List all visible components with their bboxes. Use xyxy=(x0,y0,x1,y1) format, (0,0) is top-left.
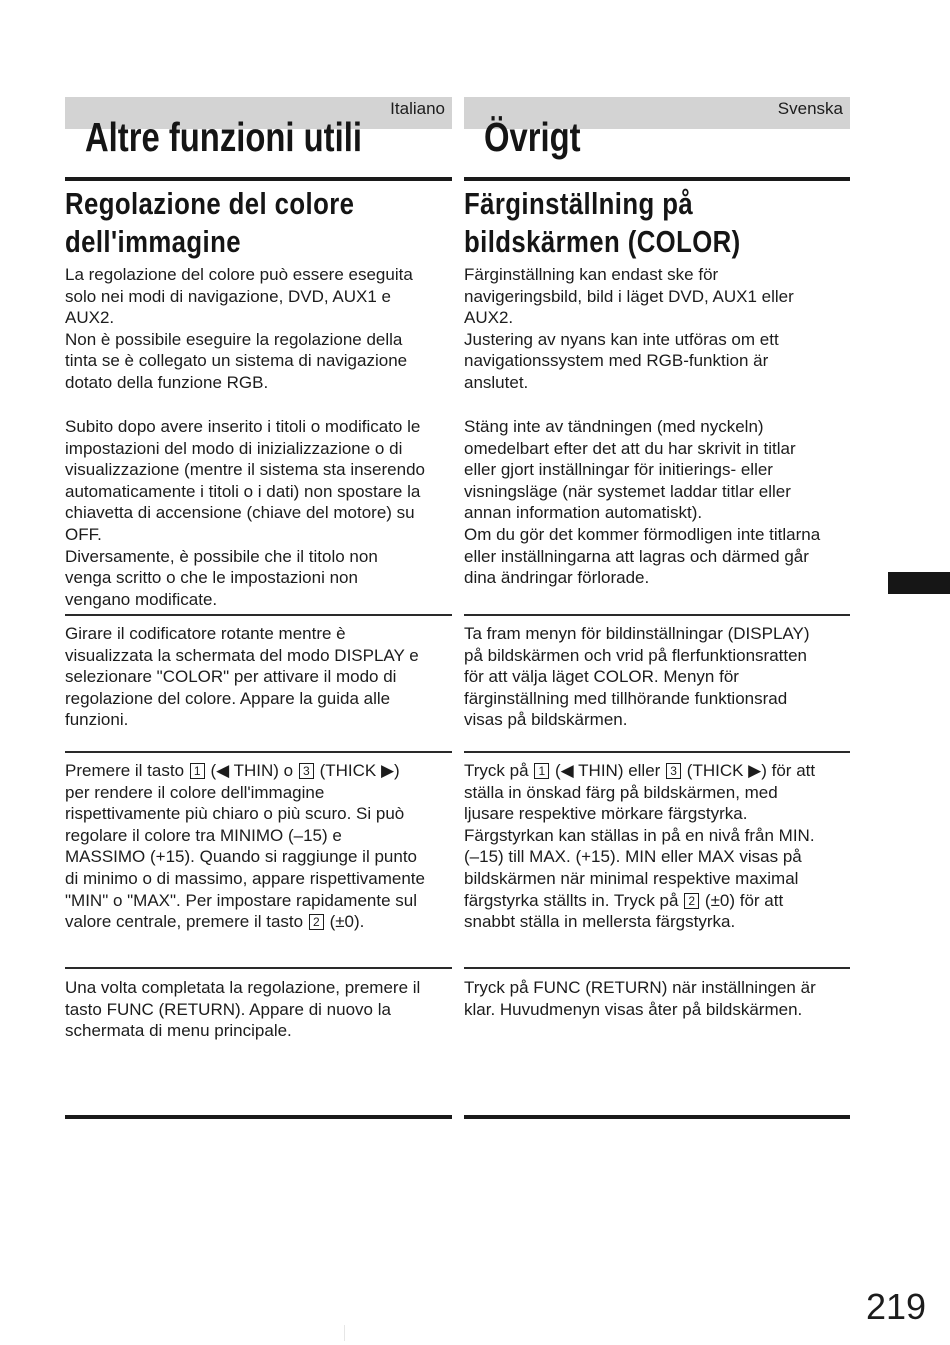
text-line: La regolazione del colore può essere eseguita xyxy=(65,265,413,284)
text-line: visas på bildskärmen. xyxy=(464,710,628,730)
step-divider xyxy=(65,614,452,616)
key-1-icon: 1 xyxy=(534,763,549,779)
text-line: rispettivamente più chiaro o più scuro. Si può xyxy=(65,804,405,824)
text-line: di minimo o di massimo, appare rispettivamente xyxy=(65,868,425,888)
section-title xyxy=(65,185,455,261)
text-line: schermata di menu principale. xyxy=(65,1021,292,1041)
text-line: (–15) till MAX. (+15). MIN eller MAX visas på xyxy=(464,847,802,867)
text-line: tinta se è collegato un sistema di navigazione xyxy=(65,351,408,371)
text-line xyxy=(464,890,856,912)
text-line: regolare il colore tra MINIMO (–15) e xyxy=(65,825,342,845)
text-line: solo nei modi di navigazione, DVD, AUX1 e xyxy=(65,286,392,306)
caution-paragraph xyxy=(464,416,856,589)
section-title-line: bildskärmen (COLOR) xyxy=(464,224,741,259)
text-fragment: (THICK ▶) för att xyxy=(682,761,816,780)
step-3-paragraph xyxy=(65,977,457,1042)
text-line: regolazione del colore. Appare la guida alle xyxy=(65,688,391,708)
text-line xyxy=(464,760,856,782)
section-divider xyxy=(464,177,850,181)
text-line: dina ändringar förlorade. xyxy=(464,568,650,588)
text-line: Ta fram menyn för bildinställningar (DISPLAY) xyxy=(464,624,810,643)
section-title xyxy=(464,185,854,261)
text-line: Färgstyrkan kan ställas in på en nivå från MIN. xyxy=(464,825,815,845)
text-line xyxy=(65,911,457,933)
text-line: Subito dopo avere inserito i titoli o modificato le xyxy=(65,417,421,436)
page-number: 219 xyxy=(866,1286,927,1327)
step-divider xyxy=(464,614,850,616)
text-line: visualizzata la schermata del modo DISPLAY e xyxy=(65,645,419,665)
text-line: AUX2. xyxy=(65,308,115,328)
text-fragment: (◀ THIN) o xyxy=(205,761,298,780)
step-2-paragraph xyxy=(65,760,457,933)
section-title-line: dell'immagine xyxy=(65,224,241,259)
text-line: venga scritto o che le impostazioni non xyxy=(65,568,358,588)
text-line: tasto FUNC (RETURN). Appare di nuovo la xyxy=(65,999,391,1019)
section-end-rule xyxy=(65,1115,452,1119)
step-1-paragraph xyxy=(65,623,457,731)
text-line: på bildskärmen och vrid på flerfunktionsratten xyxy=(464,645,808,665)
text-line: ljusare respektive mörkare färgstyrka. xyxy=(464,804,748,824)
text-line: automaticamente i titoli o i dati) non spostare la xyxy=(65,481,421,501)
text-line xyxy=(65,760,457,782)
text-fragment: Premere il tasto xyxy=(65,761,189,780)
scan-mark xyxy=(344,1325,345,1341)
text-fragment: (±0) för att xyxy=(700,890,784,910)
section-title-line: Färginställning på xyxy=(464,186,694,221)
text-line: "MIN" o "MAX". Per impostare rapidamente sul xyxy=(65,890,417,910)
step-3-paragraph xyxy=(464,977,856,1020)
text-line: dotato della funzione RGB. xyxy=(65,372,269,392)
text-line: annan information automatiskt). xyxy=(464,503,703,523)
text-line: Justering av nyans kan inte utföras om ett xyxy=(464,329,779,349)
language-label: Svenska xyxy=(777,99,843,118)
text-line: anslutet. xyxy=(464,372,529,392)
text-line: färginställning med tillhörande funktionsrad xyxy=(464,688,788,708)
text-line: MASSIMO (+15). Quando si raggiunge il punto xyxy=(65,847,417,867)
key-2-icon: 2 xyxy=(684,893,699,909)
step-divider xyxy=(464,751,850,753)
text-line: impostazioni del modo di inizializzazione o di xyxy=(65,438,403,458)
text-fragment: (◀ THIN) eller xyxy=(550,761,666,780)
section-thumb-tab xyxy=(888,572,950,594)
text-line: snabbt ställa in mellersta färgstyrka. xyxy=(464,912,736,932)
section-divider xyxy=(65,177,452,181)
text-line: Stäng inte av tändningen (med nyckeln) xyxy=(464,417,764,436)
intro-paragraph xyxy=(65,264,457,394)
text-line: bildskärmen när minimal respektive maximal xyxy=(464,868,799,888)
key-3-icon: 3 xyxy=(299,763,314,779)
text-line: visningsläge (när systemet laddar titlar eller xyxy=(464,481,791,501)
key-1-icon: 1 xyxy=(190,763,205,779)
text-fragment: (±0). xyxy=(324,912,365,932)
chapter-title: Övrigt xyxy=(484,114,581,160)
intro-paragraph xyxy=(464,264,856,394)
text-line: eller gjort inställningar för initierings- eller xyxy=(464,460,773,480)
text-line: för att välja läget COLOR. Menyn för xyxy=(464,667,739,687)
text-line: navigeringsbild, bild i läget DVD, AUX1 eller xyxy=(464,286,794,306)
text-line: funzioni. xyxy=(65,710,129,730)
text-line: visualizzazione (mentre il sistema sta inserendo xyxy=(65,460,425,480)
text-line: omedelbart efter det att du har skrivit in titlar xyxy=(464,438,796,458)
text-line: navigationssystem med RGB-funktion är xyxy=(464,351,769,371)
text-line: Non è possibile eseguire la regolazione della xyxy=(65,329,403,349)
text-line: Om du gör det kommer förmodligen inte titlarna xyxy=(464,524,821,544)
language-label: Italiano xyxy=(390,99,445,118)
step-2-paragraph xyxy=(464,760,856,933)
text-line: chiavetta di accensione (chiave del motore) su xyxy=(65,503,415,523)
key-2-icon: 2 xyxy=(309,914,324,930)
text-line: vengano modificate. xyxy=(65,589,218,609)
step-divider xyxy=(65,751,452,753)
text-line: AUX2. xyxy=(464,308,514,328)
text-fragment: Tryck på xyxy=(464,761,534,780)
text-fragment: färgstyrka ställts in. Tryck på xyxy=(464,890,684,910)
text-line: selezionare "COLOR" per attivare il modo di xyxy=(65,667,397,687)
text-line: eller inställningarna att lagras och därmed går xyxy=(464,546,809,566)
text-fragment: valore centrale, premere il tasto xyxy=(65,912,308,932)
text-fragment: (THICK ▶) xyxy=(314,761,400,780)
text-line: klar. Huvudmenyn visas åter på bildskärmen. xyxy=(464,999,803,1019)
text-line: Girare il codificatore rotante mentre è xyxy=(65,624,346,643)
text-line: Tryck på FUNC (RETURN) när inställningen är xyxy=(464,978,816,997)
text-line: ställa in önskad färg på bildskärmen, med xyxy=(464,782,778,802)
section-title-line: Regolazione del colore xyxy=(65,186,355,221)
text-line: Färginställning kan endast ske för xyxy=(464,265,719,284)
key-3-icon: 3 xyxy=(666,763,681,779)
caution-paragraph xyxy=(65,416,457,610)
text-line: OFF. xyxy=(65,524,102,544)
text-line: per rendere il colore dell'immagine xyxy=(65,782,325,802)
step-1-paragraph xyxy=(464,623,856,731)
step-divider xyxy=(65,967,452,969)
section-end-rule xyxy=(464,1115,850,1119)
text-line: Una volta completata la regolazione, premere il xyxy=(65,978,421,997)
chapter-title: Altre funzioni utili xyxy=(85,114,362,160)
step-divider xyxy=(464,967,850,969)
text-line: Diversamente, è possibile che il titolo non xyxy=(65,546,378,566)
